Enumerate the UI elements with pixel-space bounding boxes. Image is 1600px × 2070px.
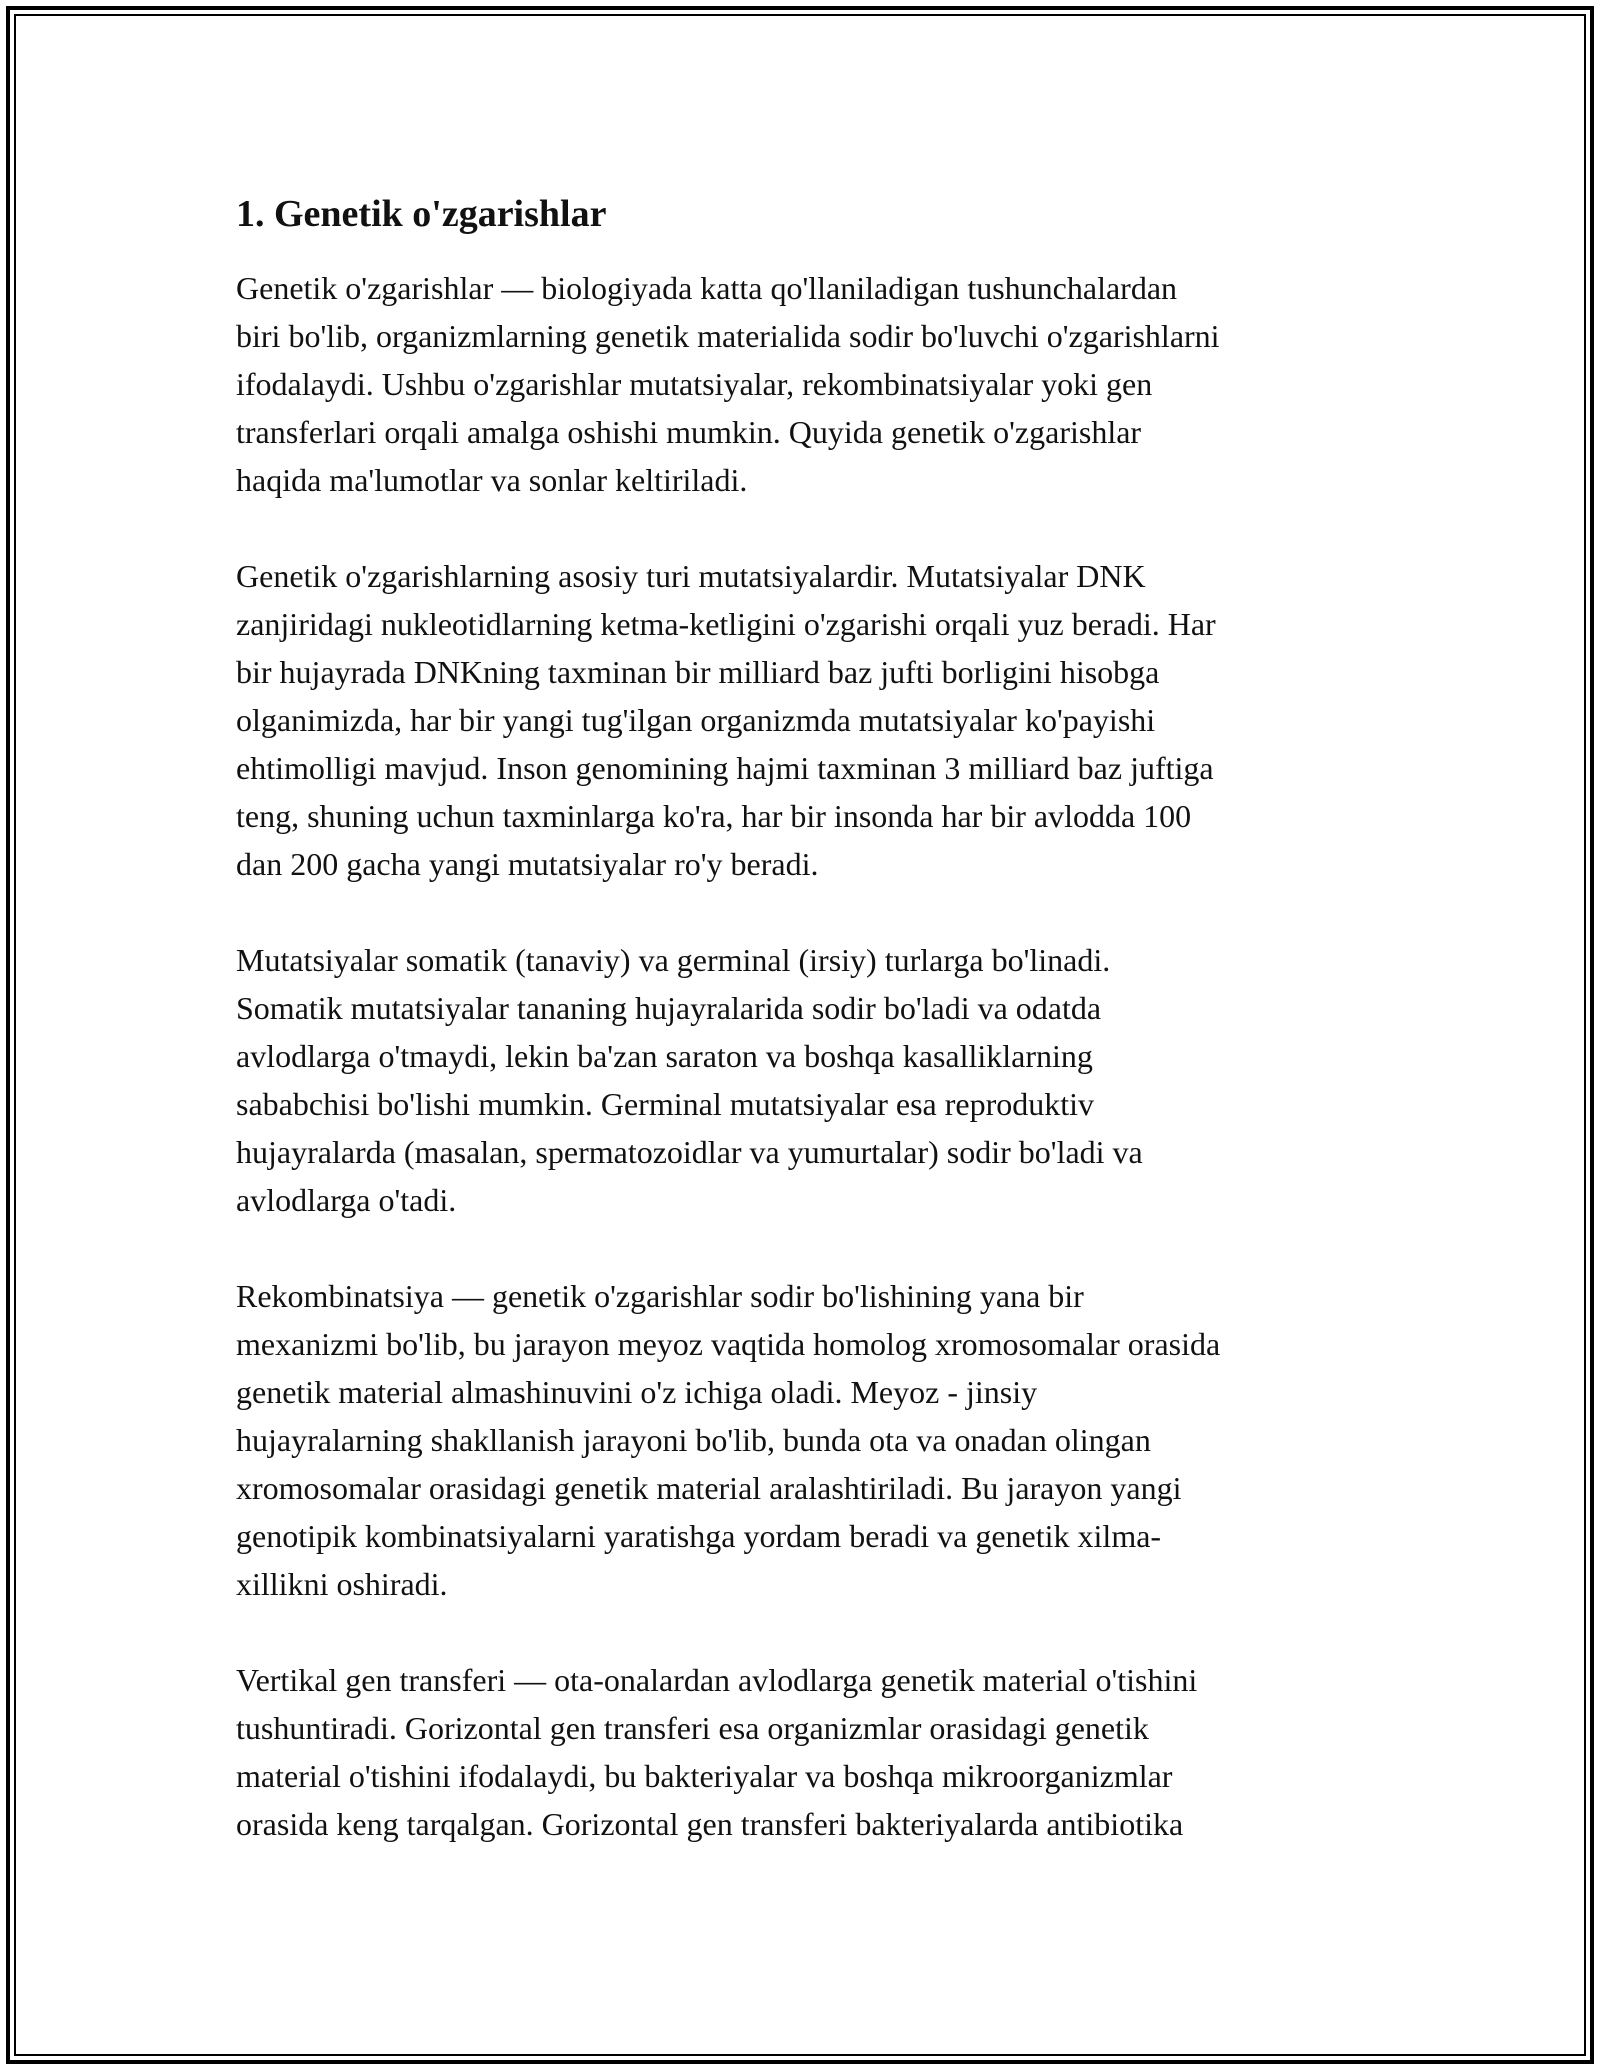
text-line: hujayralarning shakllanish jarayoni bo'lib, bunda ota va onadan olingan bbox=[236, 1422, 1151, 1458]
text-line: Mutatsiyalar somatik (tanaviy) va germinal (irsiy) turlarga bo'linadi. bbox=[236, 942, 1111, 978]
text-line: ehtimolligi mavjud. Inson genomining hajmi taxminan 3 milliard baz juftiga bbox=[236, 750, 1214, 786]
text-line: hujayralarda (masalan, spermatozoidlar va yumurtalar) sodir bo'ladi va bbox=[236, 1134, 1143, 1170]
text-line: biri bo'lib, organizmlarning genetik materialida sodir bo'luvchi o'zgarishlarni bbox=[236, 318, 1220, 354]
text-line: avlodlarga o'tmaydi, lekin ba'zan saraton va boshqa kasalliklarning bbox=[236, 1038, 1093, 1074]
text-line: orasida keng tarqalgan. Gorizontal gen transferi bakteriyalarda antibiotika bbox=[236, 1806, 1184, 1842]
text-line: Genetik o'zgarishlar — biologiyada katta qo'llaniladigan tushunchalardan bbox=[236, 270, 1178, 306]
text-line: teng, shuning uchun taxminlarga ko'ra, har bir insonda har bir avlodda 100 bbox=[236, 798, 1192, 834]
text-line: sababchisi bo'lishi mumkin. Germinal mutatsiyalar esa reproduktiv bbox=[236, 1086, 1095, 1122]
text-line: Genetik o'zgarishlarning asosiy turi mutatsiyalardir. Mutatsiyalar DNK bbox=[236, 558, 1146, 594]
paragraph-somatic-germinal bbox=[236, 936, 1368, 1224]
text-line: Somatik mutatsiyalar tananing hujayralarida sodir bo'ladi va odatda bbox=[236, 990, 1102, 1026]
text-line: xillikni oshiradi. bbox=[236, 1566, 448, 1602]
text-line: mexanizmi bo'lib, bu jarayon meyoz vaqtida homolog xromosomalar orasida bbox=[236, 1326, 1221, 1362]
text-line: avlodlarga o'tadi. bbox=[236, 1182, 457, 1218]
text-line: transferlari orqali amalga oshishi mumkin. Quyida genetik o'zgarishlar bbox=[236, 414, 1142, 450]
text-line: Rekombinatsiya — genetik o'zgarishlar sodir bo'lishining yana bir bbox=[236, 1278, 1084, 1314]
paragraph-gene-transfer bbox=[236, 1656, 1368, 1848]
text-line: olganimizda, har bir yangi tug'ilgan organizmda mutatsiyalar ko'payishi bbox=[236, 702, 1156, 738]
text-line: material o'tishini ifodalaydi, bu bakteriyalar va boshqa mikroorganizmlar bbox=[236, 1758, 1173, 1794]
text-line: Vertikal gen transferi — ota-onalardan avlodlarga genetik material o'tishini bbox=[236, 1662, 1198, 1698]
paragraph-intro bbox=[236, 264, 1368, 504]
text-line: bir hujayrada DNKning taxminan bir milliard baz jufti borligini hisobga bbox=[236, 654, 1160, 690]
paragraph-mutations bbox=[236, 552, 1368, 888]
text-line: tushuntiradi. Gorizontal gen transferi esa organizmlar orasidagi genetik bbox=[236, 1710, 1149, 1746]
document-body bbox=[236, 186, 1368, 1896]
text-line: xromosomalar orasidagi genetik material aralashtiriladi. Bu jarayon yangi bbox=[236, 1470, 1182, 1506]
text-line: ifodalaydi. Ushbu o'zgarishlar mutatsiyalar, rekombinatsiyalar yoki gen bbox=[236, 366, 1153, 402]
paragraph-recombination bbox=[236, 1272, 1368, 1608]
text-line: haqida ma'lumotlar va sonlar keltiriladi. bbox=[236, 462, 748, 498]
text-line: genotipik kombinatsiyalarni yaratishga yordam beradi va genetik xilma- bbox=[236, 1518, 1162, 1554]
text-line: zanjiridagi nukleotidlarning ketma-ketligini o'zgarishi orqali yuz beradi. Har bbox=[236, 606, 1216, 642]
text-line: genetik material almashinuvini o'z ichiga oladi. Meyoz - jinsiy bbox=[236, 1374, 1038, 1410]
text-line: dan 200 gacha yangi mutatsiyalar ro'y beradi. bbox=[236, 846, 819, 882]
section-heading: 1. Genetik o'zgarishlar bbox=[236, 193, 607, 235]
